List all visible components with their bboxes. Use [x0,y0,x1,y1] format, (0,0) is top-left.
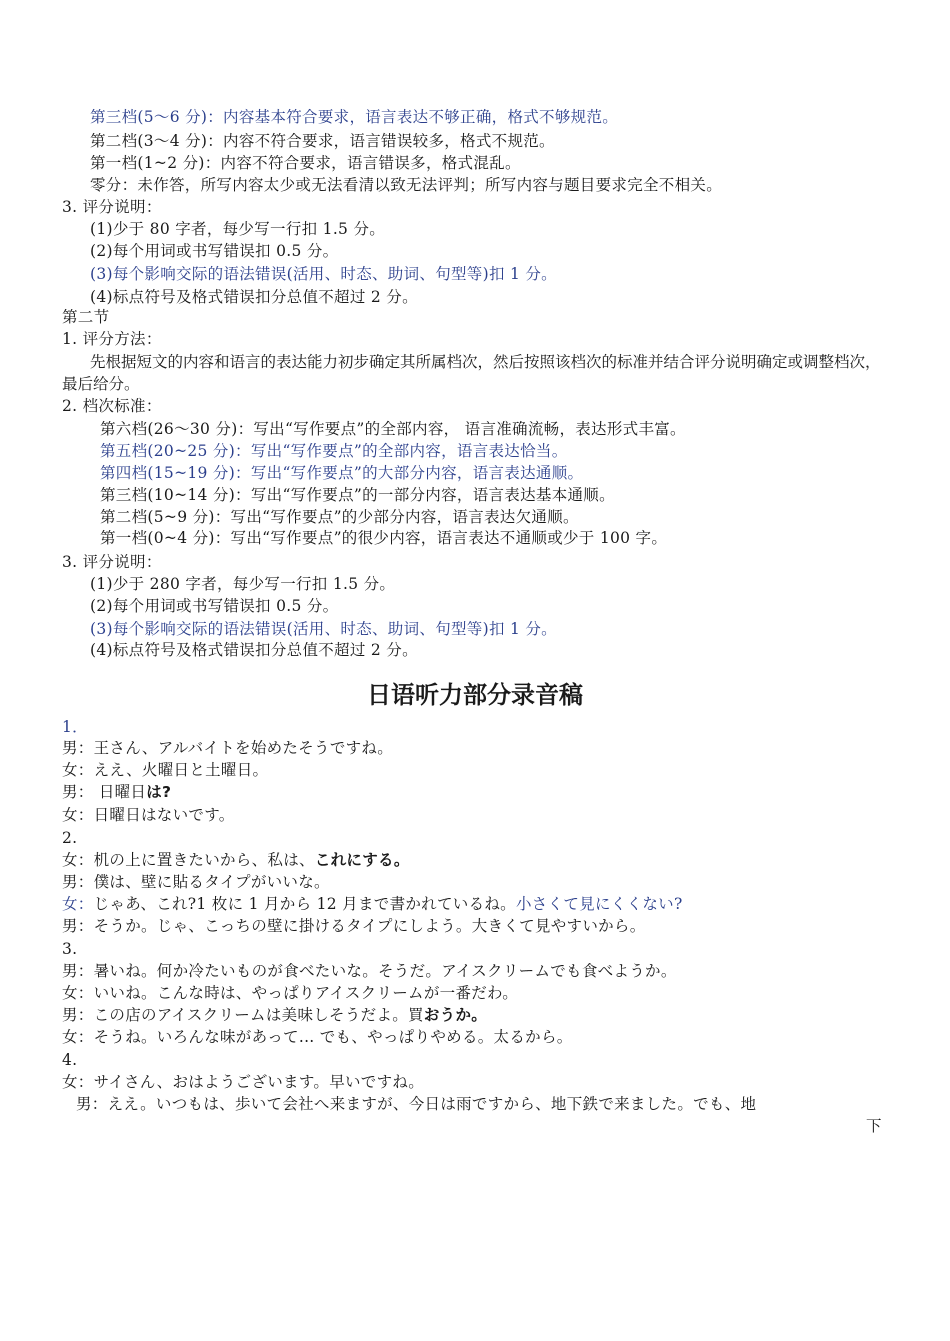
section1-note: (4)标点符号及格式错误扣分总值不超过 2 分。 [90,288,418,306]
section2-method-text [62,351,886,395]
grade-text: 写出“写作要点”的很少内容，语言表达不通顺或少于 100 字。 [230,529,668,547]
dialogue-bold-text: は? [146,783,172,801]
grade-head: 第一档(0~4 分)： [100,529,231,547]
dialogue-line [62,1005,487,1025]
grade-text: 写出“写作要点”的一部分内容，语言表达基本通顺。 [250,486,615,504]
grade-head: 第二档(5~9 分)： [100,508,231,526]
dialogue-number: 4. [62,1051,78,1069]
section2-note: (2)每个用词或书写错误扣 0.5 分。 [90,597,339,615]
dialogue-line: 男：暑いね。何か冷たいものが食べたいな。そうだ。アイスクリームでも食べようか。 [62,962,677,980]
grade-line-2 [90,131,555,151]
dialogue-line [62,894,683,914]
grade-head: 第四档(15~19 分)： [100,464,251,482]
grade2-line-3 [100,485,615,505]
section1-note: (3)每个影响交际的语法错误(活用、时态、助词、句型等)扣 1 分。 [90,265,557,283]
section1-note: (1)少于 80 字者，每少写一行扣 1.5 分。 [90,220,386,238]
grade-text: 写出“写作要点”的全部内容， 语言准确流畅，表达形式丰富。 [253,420,686,438]
section2-method-heading: 1. 评分方法： [62,330,162,348]
grade2-line-4 [100,463,583,483]
dialogue-line: 男：ええ。いつもは、歩いて会社へ来ますが、今日は雨ですから、地下鉄で来ました。でも、地 [76,1095,757,1113]
dialogue-text: 男： 日曜日 [62,783,147,801]
grade-head: 第一档(1~2 分)： [90,154,221,172]
grade2-line-5 [100,441,568,461]
grade-line-3 [90,107,618,127]
dialogue-bold-text: おうか。 [423,1006,488,1024]
dialogue-text: じゃあ、これ?1 枚に 1 月から 12 月まで書かれているね。 [93,895,516,913]
dialogue-line [62,782,171,802]
grade-text: 写出“写作要点”的全部内容，语言表达恰当。 [250,442,568,460]
grade-text: 未作答，所写内容太少或无法看清以致无法评判；所写内容与题目要求完全不相关。 [137,176,723,194]
section2-title: 第二节 [62,308,110,326]
dialogue-line: 男：そうか。じゃ、こっちの壁に掛けるタイプにしよう。大きくて見やすいから。 [62,917,646,935]
transcript-title: 日语听力部分录音稿 [367,681,583,709]
grade-head: 第三档(5～6 分)： [90,108,224,126]
grade-text: 内容不符合要求，语言错误多，格式混乱。 [220,154,521,172]
dialogue-line: 女：そうね。いろんな味があって... でも、やっぱりやめる。太るから。 [62,1028,573,1046]
dialogue-text: 女：机の上に置きたいから、私は、 [62,851,315,869]
grade-head: 零分： [90,176,138,194]
section2-notes-heading: 3. 评分说明： [62,553,162,571]
dialogue-bold-text: これにする。 [314,851,410,869]
grade2-line-6 [100,419,686,439]
dialogue-speaker: 女： [62,895,94,913]
section2-note: (4)标点符号及格式错误扣分总值不超过 2 分。 [90,641,418,659]
dialogue-line: 女：ええ、火曜日と土曜日。 [62,761,269,779]
section2-note: (3)每个影响交际的语法错误(活用、时态、助词、句型等)扣 1 分。 [90,620,557,638]
grade-head: 第二档(3～4 分)： [90,132,224,150]
grade-text: 内容不符合要求，语言错误较多，格式不规范。 [223,132,555,150]
dialogue-number: 1． [62,718,88,736]
section2-note: (1)少于 280 字者，每少写一行扣 1.5 分。 [90,575,396,593]
grade-text: 写出“写作要点”的少部分内容，语言表达欠通顺。 [230,508,579,526]
dialogue-line [62,850,410,870]
grade-head: 第三档(10~14 分)： [100,486,251,504]
dialogue-line: 男：王さん、アルバイトを始めたそうですね。 [62,739,394,757]
dialogue-line-wrap: 下 [866,1117,882,1135]
grade2-line-1 [100,528,667,548]
grade2-line-2 [100,507,579,527]
grade-line-1 [90,153,521,173]
grade-text: 写出“写作要点”的大部分内容，语言表达通顺。 [250,464,584,482]
grade-head: 第五档(20~25 分)： [100,442,251,460]
dialogue-number: 2. [62,829,78,847]
dialogue-line: 女：日曜日はないです。 [62,806,235,824]
grade-line-zero [90,175,722,195]
section1-notes-heading: 3. 评分说明： [62,198,162,216]
dialogue-line: 男：僕は、壁に貼るタイプがいいな。 [62,873,330,891]
dialogue-number: 3. [62,940,78,958]
dialogue-line: 女：サイさん、おはようございます。早いですね。 [62,1073,425,1091]
dialogue-text-blue: 小さくて見にくくない? [515,895,683,913]
method-paragraph: 先根据短文的内容和语言的表达能力初步确定其所属档次，然后按照该档次的标准并结合评分说明确定或调整档次，最后给分。 [62,353,881,393]
dialogue-line: 女：いいね。こんな時は、やっぱりアイスクリームが一番だわ。 [62,984,519,1002]
section1-note: (2)每个用词或书写错误扣 0.5 分。 [90,242,339,260]
grade-text: 内容基本符合要求，语言表达不够正确，格式不够规范。 [223,108,619,126]
grade-head: 第六档(26～30 分)： [100,420,254,438]
section2-grades-heading: 2. 档次标准： [62,397,162,415]
dialogue-text: 男：この店のアイスクリームは美味しそうだよ。買 [62,1006,424,1024]
